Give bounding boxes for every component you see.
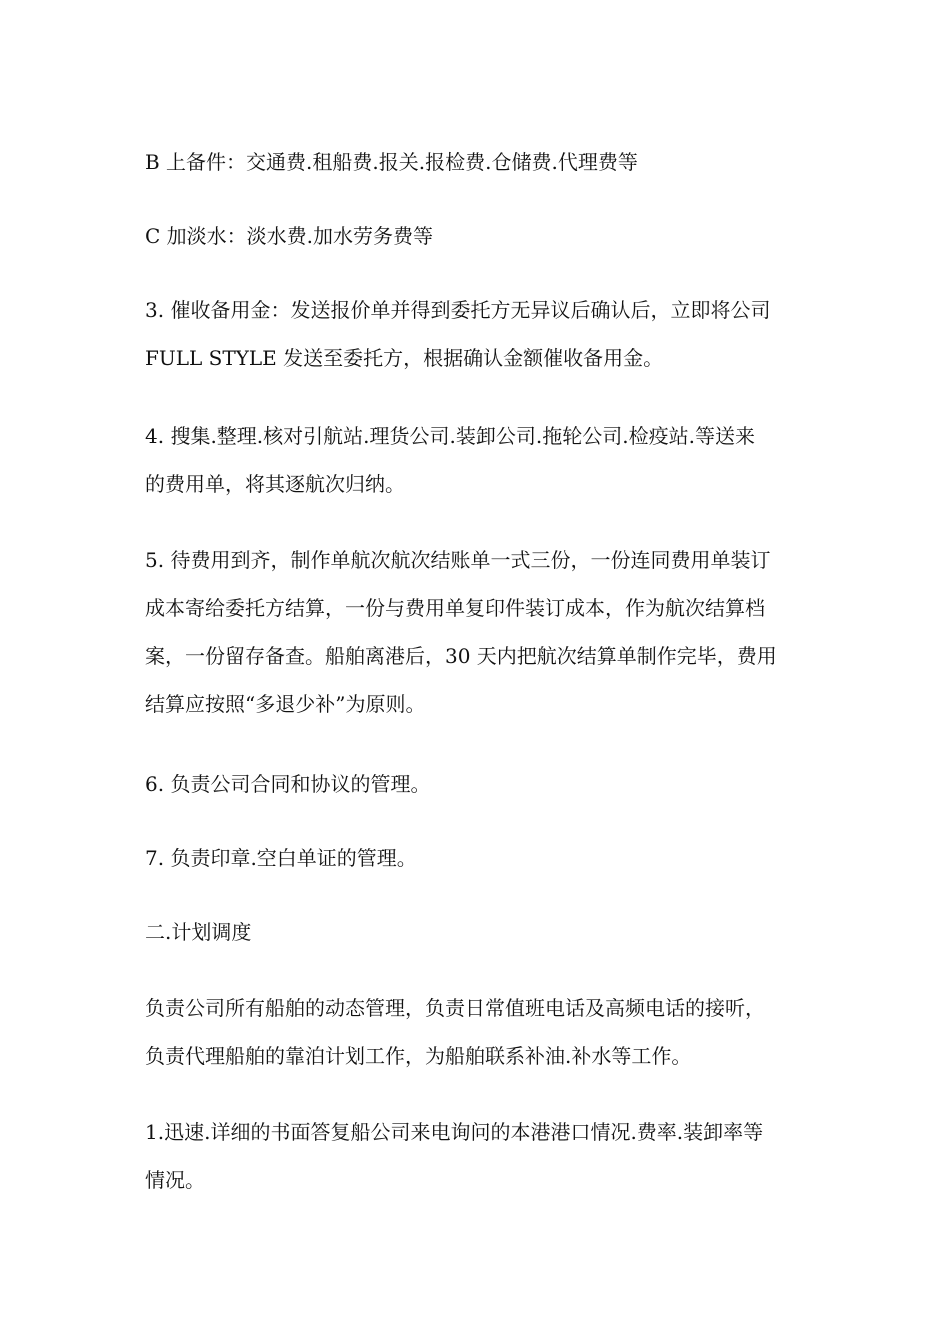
paragraph-item-3 [145, 286, 810, 382]
text-line: 负责公司所有船舶的动态管理，负责日常值班电话及高频电话的接听， [145, 996, 765, 1020]
paragraph-spare-parts [145, 138, 810, 186]
paragraph-item-7 [145, 834, 810, 882]
heading-text: 二.计划调度 [145, 920, 252, 944]
text-line: FULL STYLE 发送至委托方，根据确认金额催收备用金。 [145, 346, 664, 370]
text-line: 3. 催收备用金：发送报价单并得到委托方无异议后确认后，立即将公司 [145, 298, 771, 322]
text-line: C 加淡水：淡水费.加水劳务费等 [145, 224, 434, 248]
text-line: 的费用单，将其逐航次归纳。 [145, 472, 405, 496]
text-line: 6. 负责公司合同和协议的管理。 [145, 772, 431, 796]
text-line: 结算应按照“多退少补”为原则。 [145, 692, 426, 716]
paragraph-planning-intro [145, 984, 810, 1080]
text-line: 案，一份留存备查。船舶离港后，30 天内把航次结算单制作完毕，费用 [145, 644, 777, 668]
text-line: 5. 待费用到齐，制作单航次航次结账单一式三份，一份连同费用单装订 [145, 548, 771, 572]
text-line: 负责代理船舶的靠泊计划工作，为船舶联系补油.补水等工作。 [145, 1044, 692, 1068]
paragraph-item-5 [145, 536, 810, 728]
text-line: 4. 搜集.整理.核对引航站.理货公司.装卸公司.拖轮公司.检疫站.等送来 [145, 424, 755, 448]
paragraph-planning-item-1 [145, 1108, 810, 1204]
paragraph-item-6 [145, 760, 810, 808]
text-line: 成本寄给委托方结算，一份与费用单复印件装订成本，作为航次结算档 [145, 596, 765, 620]
text-line: B 上备件：交通费.租船费.报关.报检费.仓储费.代理费等 [145, 150, 638, 174]
section-heading-planning [145, 908, 810, 956]
text-line: 1.迅速.详细的书面答复船公司来电询问的本港港口情况.费率.装卸率等 [145, 1120, 764, 1144]
text-line: 7. 负责印章.空白单证的管理。 [145, 846, 417, 870]
text-line: 情况。 [145, 1168, 205, 1192]
paragraph-fresh-water [145, 212, 810, 260]
paragraph-item-4 [145, 412, 810, 508]
